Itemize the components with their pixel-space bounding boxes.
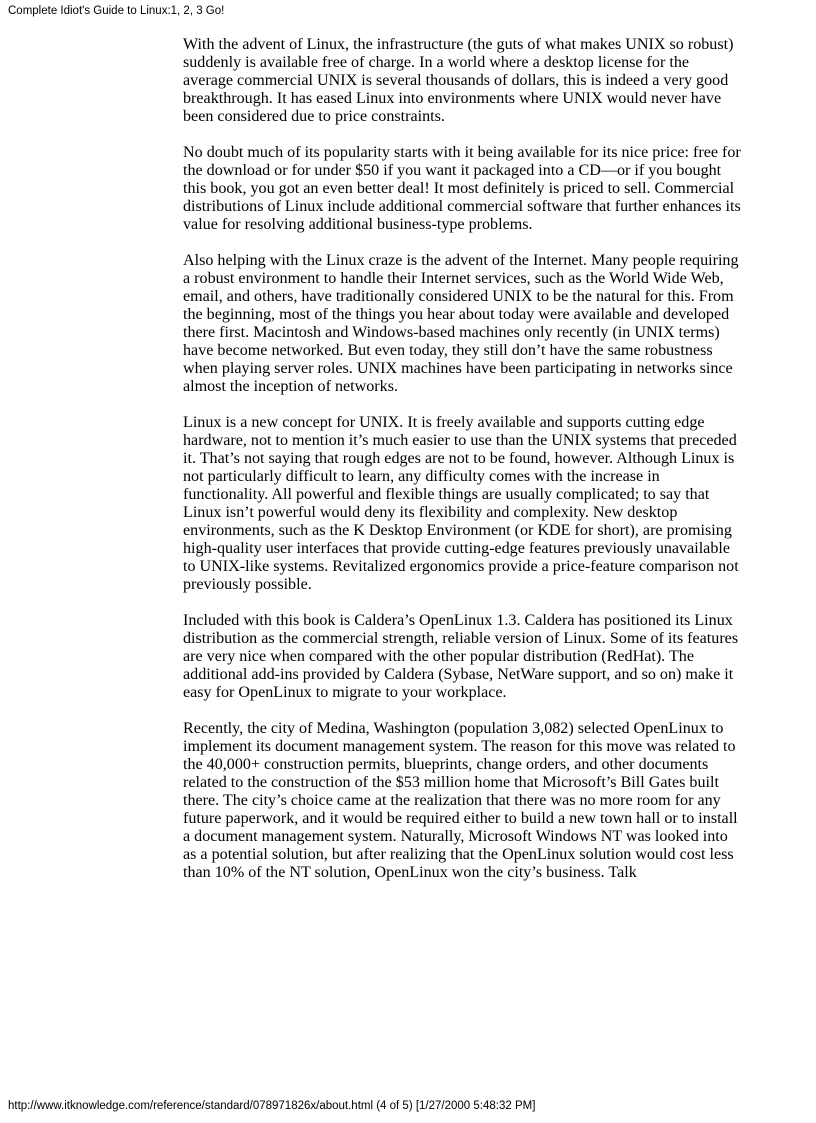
paragraph-internet-craze: Also helping with the Linux craze is the advent of the Internet. Many people requiring a robust environment to handle their Internet services, such as the World Wide Web, email, and others, have traditionally considered UNIX to be the natural for this. From the beginning, most of the things you hear about today were available and developed there first. Macintosh and Windows-based machines only recently (in UNIX terms) have become networked. But even today, they still don’t have the same robustness when playing server roles. UNIX machines have been participating in networks since almost the inception of networks. bbox=[183, 252, 739, 395]
paragraph-advent-of-linux: With the advent of Linux, the infrastructure (the guts of what makes UNIX so robust) suddenly is available free of charge. In a world where a desktop license for the average commercial UNIX is several thousands of dollars, this is indeed a very good breakthrough. It has eased Linux into environments where UNIX would never have been considered due to price constraints. bbox=[183, 36, 734, 125]
paragraph-medina-washington: Recently, the city of Medina, Washington (population 3,082) selected OpenLinux to implement its document management system. The reason for this move was related to the 40,000+ construction permits, blueprints, change orders, and other documents related to the construction of the $53 million home that Microsoft’s Bill Gates built there. The city’s choice came at the realization that there was no more room for any future paperwork, and it would be required either to build a new town hall or to install a document management system. Naturally, Microsoft Windows NT was looked into as a potential solution, but after realizing that the OpenLinux solution would cost less than 10% of the NT solution, OpenLinux won the city’s business. Talk bbox=[183, 720, 738, 881]
paragraph-popularity-price: No doubt much of its popularity starts with it being available for its nice price: free for the download or for under $50 if you want it packaged into a CD—or if you bought this book, you got an even better deal! It most definitely is priced to sell. Commercial distributions of Linux include additional commercial software that further enhances its value for resolving additional business-type problems. bbox=[183, 144, 741, 233]
paragraph-caldera-openlinux: Included with this book is Caldera’s OpenLinux 1.3. Caldera has positioned its Linux distribution as the commercial strength, reliable version of Linux. Some of its features are very nice when compared with the other popular distribution (RedHat). The additional add-ins provided by Caldera (Sybase, NetWare support, and so on) make it easy for OpenLinux to migrate to your workplace. bbox=[183, 612, 739, 701]
article-body bbox=[183, 36, 743, 882]
paragraph-new-concept: Linux is a new concept for UNIX. It is freely available and supports cutting edge hardware, not to mention it’s much easier to use than the UNIX systems that preceded it. That’s not saying that rough edges are not to be found, however. Although Linux is not particularly difficult to learn, any difficulty comes with the increase in functionality. All powerful and flexible things are usually complicated; to say that Linux isn’t powerful would deny its flexibility and complexity. New desktop environments, such as the K Desktop Environment (or KDE for short), are promising high-quality user interfaces that provide cutting-edge features previously unavailable to UNIX-like systems. Revitalized ergonomics provide a price-feature comparison not previously possible. bbox=[183, 414, 739, 593]
page-header-title: Complete Idiot's Guide to Linux:1, 2, 3 Go! bbox=[8, 5, 225, 17]
page-footer-url: http://www.itknowledge.com/reference/standard/078971826x/about.html (4 of 5) [1/27/2000 5:48:32 PM] bbox=[8, 1100, 536, 1112]
